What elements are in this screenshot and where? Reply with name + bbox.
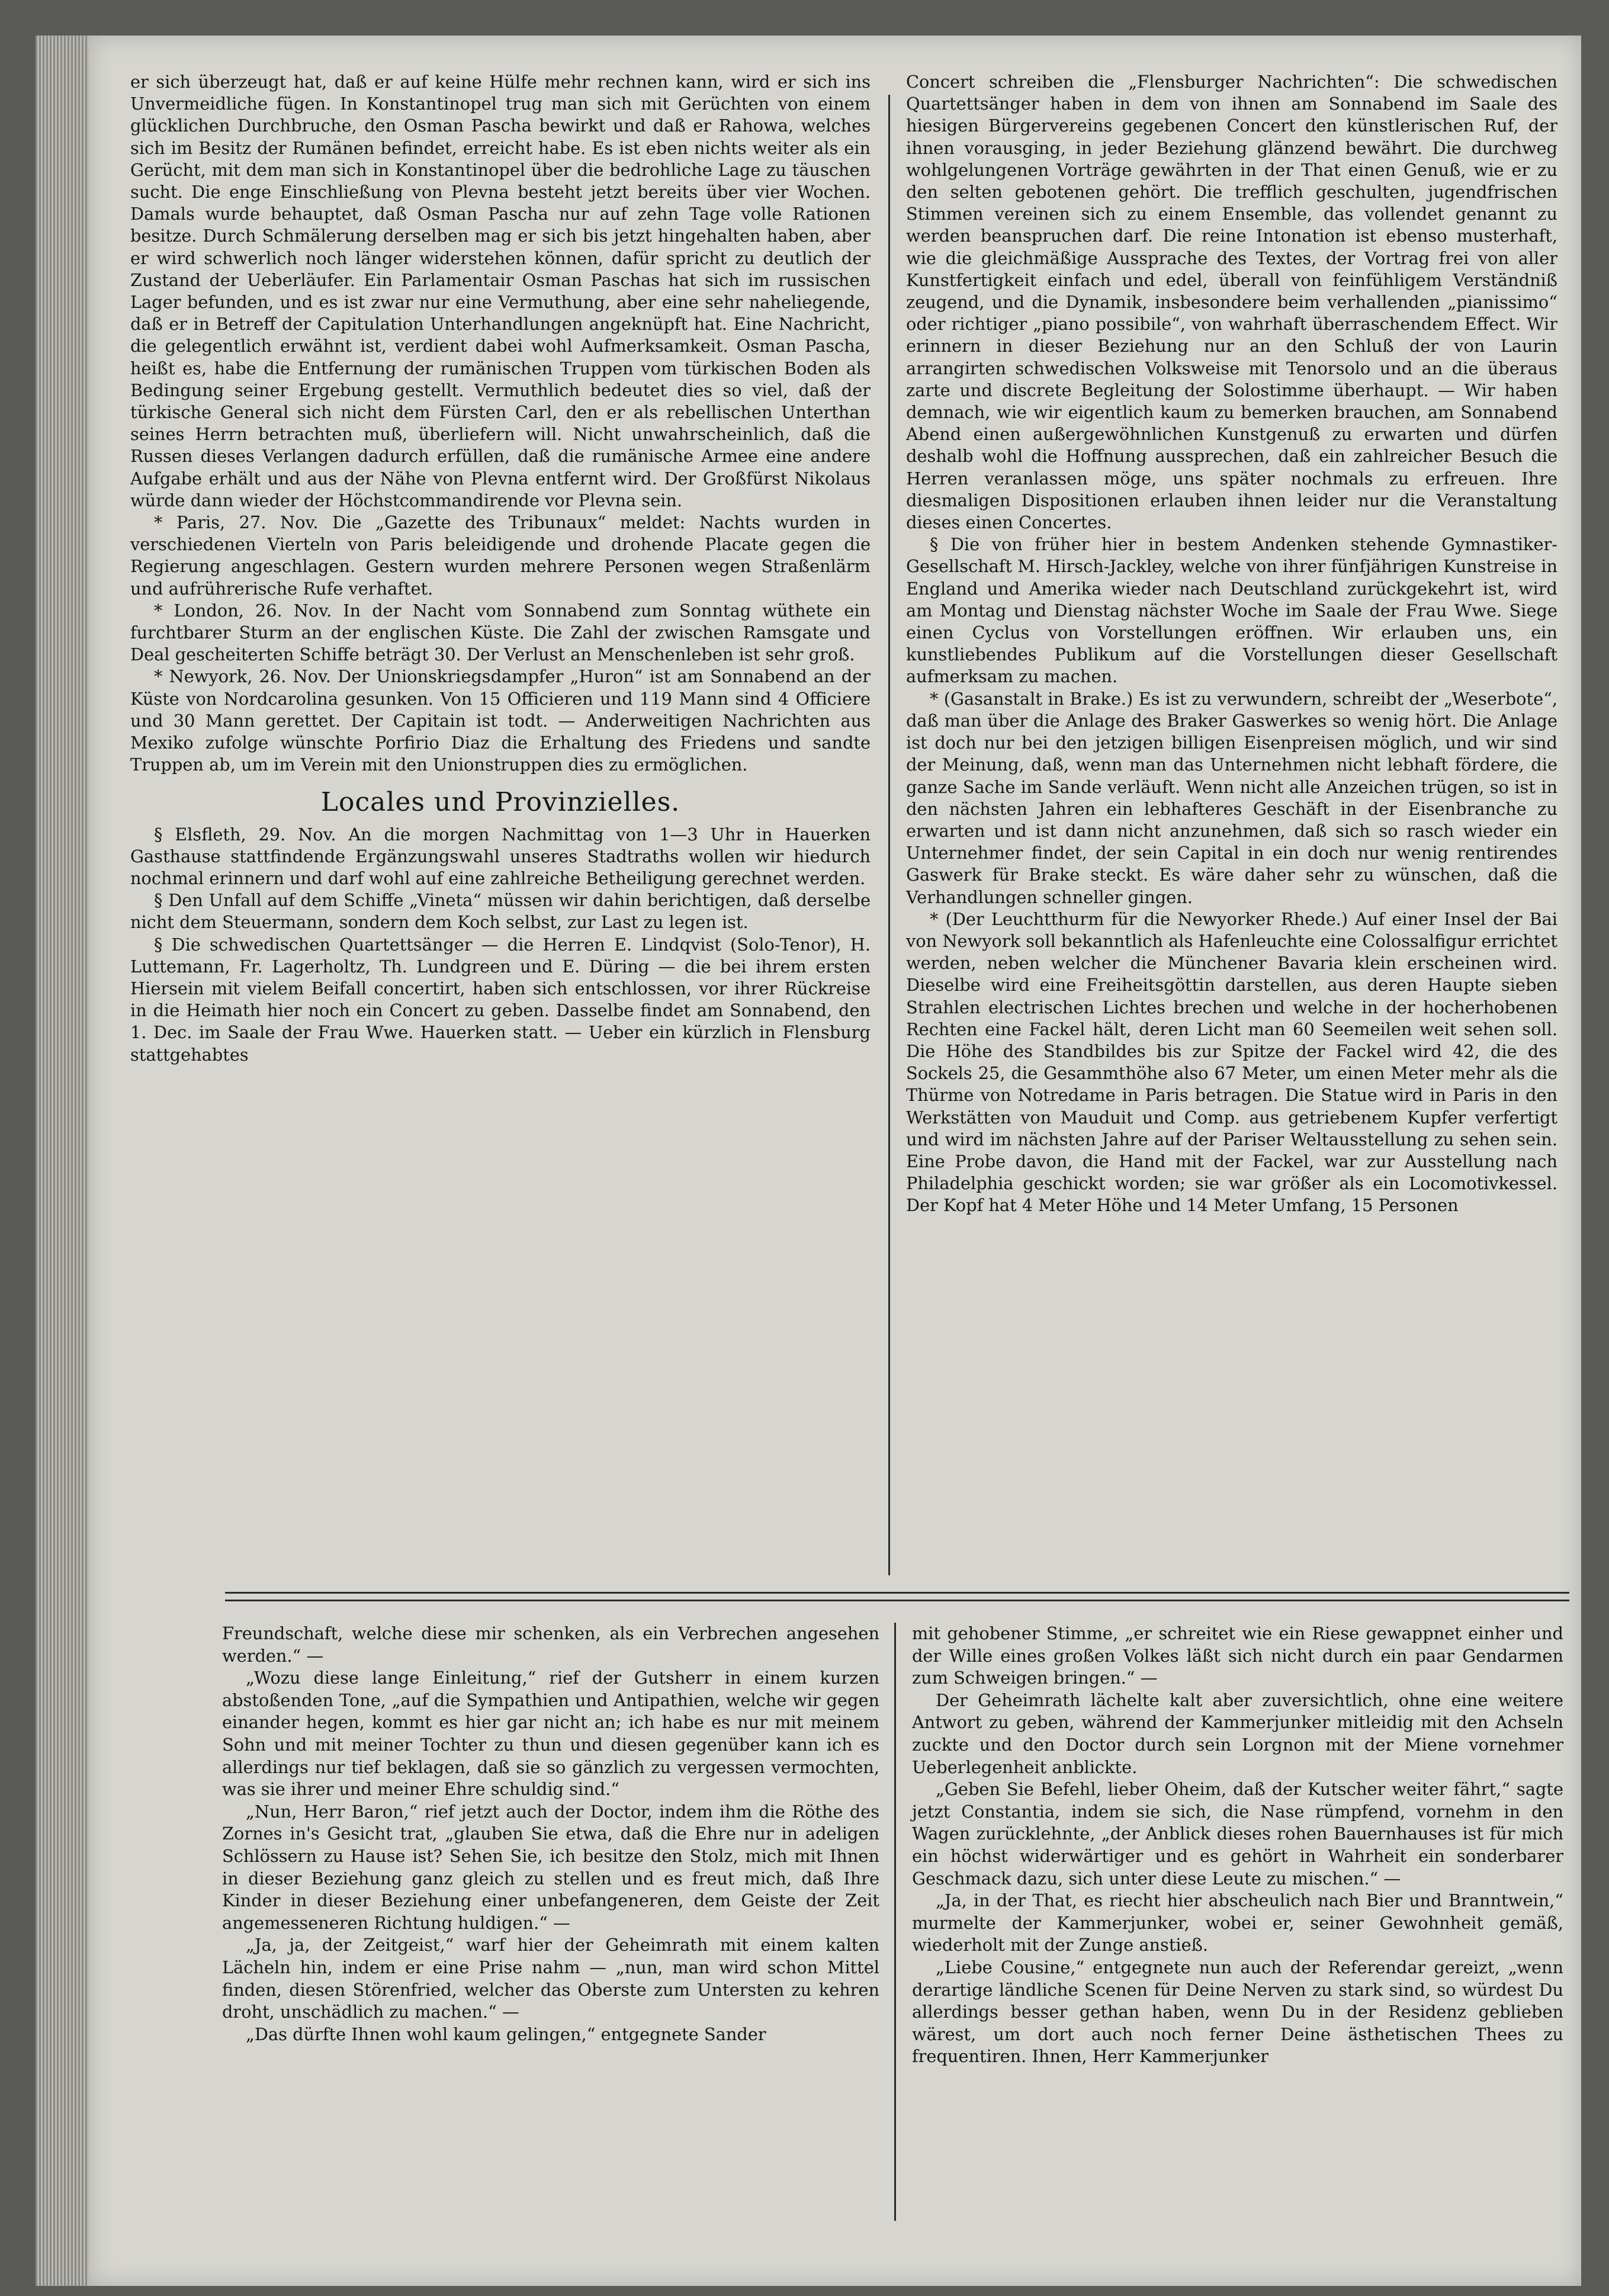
feuilleton-paragraph: „Liebe Cousine,“ entgegnete nun auch der Referendar gereizt, „wenn derartige ländliche Scenen für Deine Nerven zu stark sind, so würdest Du allerdings besser gethan haben, wenn Du in der Residenz geblieben wärest, um dort auch noch ferner Deine ästhetischen Thees zu frequentiren. Ihnen, Herr Kammerjunker — [912, 1957, 1563, 2067]
feuilleton-column-divider — [894, 1623, 896, 2221]
article-paris: * Paris, 27. Nov. Die „Gazette des Tribunaux“ meldet: Nachts wurden in verschiedenen Vierteln von Paris beleidigende und drohende Placate gegen die Regierung angeschlagen. Gestern wurden mehrere Personen wegen Straßenlärm und aufrührerische Rufe verhaftet. — [130, 512, 871, 599]
feuilleton-paragraph: „Ja, in der That, es riecht hier abscheulich nach Bier und Branntwein,“ murmelte der Kammerjunker, wobei er, seiner Gewohnheit gemäß, wiederholt mit der Zunge anstieß. — [912, 1890, 1563, 1955]
section-heading: Locales und Provinzielles. — [320, 786, 680, 817]
right-news-column — [906, 71, 1557, 1217]
feuilleton-divider — [225, 1592, 1569, 1601]
feuilleton-paragraph: „Nun, Herr Baron,“ rief jetzt auch der Doctor, indem ihm die Röthe des Zornes in's Gesicht trat, „glauben Sie etwa, daß die Ehre nur in adeligen Schlössern zu Hause ist? Sehen Sie, ich besitze den Stolz, mich mit Ihnen in dieser Beziehung ganz gleich zu stellen und es freut mich, daß Ihre Kinder in dieser Beziehung einer unbefangeneren, dem Geiste der Zeit angemesseneren Richtung huldigen.“ — — [222, 1801, 879, 1933]
article-gasanstalt: * (Gasanstalt in Brake.) Es ist zu verwundern, schreibt der „Weserbote“, daß man über die Anlage des Braker Gaswerkes so wenig hört. Die Anlage ist doch nur bei den jetzigen billigen Eisenpreisen möglich, und wir sind der Meinung, daß, wenn man das Unternehmen nicht lebhaft fördere, die ganze Sache im Sande verläuft. Wenn nicht alle Anzeichen trügen, so ist in den nächsten Jahren ein lebhafteres Geschäft in der Eisenbranche zu erwarten und ist dann nicht anzunehmen, daß sich so rasch wieder ein Unternehmer findet, der sein Capital in ein doch nur wenig rentirendes Gaswerk für Brake steckt. Es wäre daher sehr zu wünschen, daß die Verhandlungen schneller gingen. — [906, 688, 1557, 907]
feuilleton-paragraph: Der Geheimrath lächelte kalt aber zuversichtlich, ohne eine weitere Antwort zu geben, während der Kammerjunker mitleidig mit den Achseln zuckte und den Doctor durch sein Lorgnon mit der Miene vornehmer Ueberlegenheit anblickte. — [912, 1690, 1563, 1777]
article-elsfleth: § Elsfleth, 29. Nov. An die morgen Nachmittag von 1—3 Uhr in Hauerken Gasthause stattfindende Ergänzungswahl unseres Stadtraths wollen wir hiedurch nochmal erinnern und darf wohl auf eine zahlreiche Betheiligung gerechnet werden. — [130, 824, 871, 888]
column-divider — [888, 95, 890, 1575]
article-quartettsaenger: § Die schwedischen Quartettsänger — die Herren E. Lindqvist (Solo-Tenor), H. Luttemann, Fr. Lagerholtz, Th. Lundgreen und E. Düring — die bei ihrem ersten Hiersein mit vielem Beifall concertirt, haben sich entschlossen, vor ihrer Rückreise in die Heimath hier noch ein Concert zu geben. Dasselbe findet am Sonnabend, den 1. Dec. im Saale der Frau Wwe. Hauerken statt. — Ueber ein kürzlich in Flensburg stattgehabtes — [130, 934, 871, 1065]
left-news-column — [130, 71, 871, 1066]
feuilleton-left-column — [222, 1623, 879, 2045]
article-gymnastiker: § Die von früher hier in bestem Andenken stehende Gymnastiker-Gesellschaft M. Hirsch-Jackley, welche von ihrer fünfjährigen Kunstreise in England und Amerika wieder nach Deutschland zurückgekehrt ist, wird am Montag und Dienstag nächster Woche im Saale der Frau Wwe. Siege einen Cyclus von Vorstellungen eröffnen. Wir erlauben uns, ein kunstliebendes Publikum auf die Vorstellungen dieser Gesellschaft aufmerksam zu machen. — [906, 534, 1557, 687]
article-vineta: § Den Unfall auf dem Schiffe „Vineta“ müssen wir dahin berichtigen, daß derselbe nicht dem Steuermann, sondern dem Koch selbst, zur Last zu legen ist. — [130, 890, 871, 933]
article-osman-pascha: er sich überzeugt hat, daß er auf keine Hülfe mehr rechnen kann, wird er sich ins Unvermeidliche fügen. In Konstantinopel trug man sich mit Gerüchten von einem glücklichen Durchbruche, den Osman Pascha bewirkt und daß er Rahowa, welches sich im Besitz der Rumänen befindet, erreicht habe. Es ist eben nichts weiter als ein Gerücht, mit dem man sich in Konstantinopel über die bedrohliche Lage zu täuschen sucht. Die enge Einschließung von Plevna besteht jetzt bereits über vier Wochen. Damals wurde behauptet, daß Osman Pascha nur auf zehn Tage volle Rationen besitze. Durch Schmälerung derselben mag er sich bis jetzt hingehalten haben, aber er wird schwerlich noch länger widerstehen können, dafür spricht zu deutlich der Zustand der Ueberläufer. Ein Parlamentair Osman Paschas hat sich im russischen Lager befunden, und es ist zwar nur eine Vermuthung, aber eine sehr naheliegende, daß er in Betreff der Capitulation Unterhandlungen angeknüpft hat. Eine Nachricht, die gelegentlich erwähnt ist, verdient dabei wohl Aufmerksamkeit. Osman Pascha, heißt es, habe die Entfernung der rumänischen Truppen vom türkischen Boden als Bedingung seiner Ergebung gestellt. Vermuthlich bedeutet dies so viel, daß der türkische General sich nicht dem Fürsten Carl, den er als rebellischen Unterthan seines Herrn betrachten muß, überliefern will. Nicht unwahrscheinlich, daß die Russen dieses Verlangen dadurch erfüllen, daß die rumänische Armee eine andere Aufgabe erhält und aus der Nähe von Plevna entfernt wird. Der Großfürst Nikolaus würde dann wieder der Höchstcommandirende vor Plevna sein. — [130, 72, 871, 510]
feuilleton-paragraph: Freundschaft, welche diese mir schenken, als ein Verbrechen angesehen werden.“ — — [222, 1623, 879, 1666]
feuilleton-right-column — [912, 1623, 1563, 2068]
feuilleton-paragraph: „Wozu diese lange Einleitung,“ rief der Gutsherr in einem kurzen abstoßenden Tone, „auf die Sympathien und Antipathien, welche wir gegen einander hegen, kommt es hier gar nicht an; ich habe es nur mit meinem Sohn und mit meiner Tochter zu thun und diesen gegenüber kann ich es allerdings nur tief beklagen, daß sie so gänzlich zu vergessen vermochten, was sie ihrer und meiner Ehre schuldig sind.“ — [222, 1668, 879, 1800]
page-edge — [36, 36, 89, 2286]
article-london: * London, 26. Nov. In der Nacht vom Sonnabend zum Sonntag wüthete ein furchtbarer Sturm an der englischen Küste. Die Zahl der zwischen Ramsgate und Deal gescheiterten Schiffe beträgt 30. Der Verlust an Menschenleben ist sehr groß. — [130, 600, 871, 665]
feuilleton-paragraph: mit gehobener Stimme, „er schreitet wie ein Riese gewappnet einher und der Wille eines großen Volkes läßt sich nicht durch ein paar Gendarmen zum Schweigen bringen.“ — — [912, 1623, 1563, 1688]
article-newyork: * Newyork, 26. Nov. Der Unionskriegsdampfer „Huron“ ist am Sonnabend an der Küste von Nordcarolina gesunken. Von 15 Officieren und 119 Mann sind 4 Officiere und 30 Mann gerettet. Der Capitain ist todt. — Anderweitigen Nachrichten aus Mexiko zufolge wünschte Porfirio Diaz die Erhaltung des Friedens und sandte Truppen ab, um im Verein mit den Unionstruppen dies zu ermöglichen. — [130, 666, 871, 775]
article-leuchtthurm: * (Der Leuchtthurm für die Newyorker Rhede.) Auf einer Insel der Bai von Newyork soll bekanntlich als Hafenleuchte eine Colossalfigur errichtet werden, neben welcher die Münchener Bavaria klein erscheinen wird. Dieselbe wird eine Freiheitsgöttin darstellen, aus deren Haupte sieben Strahlen electrischen Lichtes brechen und welche in der hocherhobenen Rechten eine Fackel hält, deren Licht man 60 Seemeilen weit sehen soll. Die Höhe des Standbildes bis zur Spitze der Fackel wird 42, die des Sockels 25, die Gesammthöhe also 67 Meter, um einen Meter mehr als die Thürme von Notredame in Paris betragen. Die Statue wird in Paris in den Werkstätten von Mauduit und Comp. aus getriebenem Kupfer verfertigt und wird im nächsten Jahre auf der Pariser Weltausstellung zu sehen sein. Eine Probe davon, die Hand mit der Fackel, war zur Ausstellung nach Philadelphia geschickt worden; sie war größer als ein Locomotivkessel. Der Kopf hat 4 Meter Höhe und 14 Meter Umfang, 15 Personen — [906, 908, 1557, 1216]
feuilleton-paragraph: „Ja, ja, der Zeitgeist,“ warf hier der Geheimrath mit einem kalten Lächeln hin, indem er eine Prise nahm — „nun, man wird schon Mittel finden, diesen Störenfried, welcher das Oberste zum Untersten zu kehren droht, unschädlich zu machen.“ — — [222, 1935, 879, 2022]
article-concert-review: Concert schreiben die „Flensburger Nachrichten“: Die schwedischen Quartettsänger haben in dem von ihnen am Sonnabend im Saale des hiesigen Bürgervereins gegebenen Concert den künstlerischen Ruf, der ihnen vorausging, in jeder Beziehung glänzend bewährt. Die durchweg wohlgelungenen Vorträge gewährten in der That einen Genuß, wie er zu den selten gebotenen gehört. Die trefflich geschulten, jugendfrischen Stimmen vereinen sich zu einem Ensemble, das vollendet genannt zu werden beanspruchen darf. Die reine Intonation ist ebenso musterhaft, wie die gleichmäßige Aussprache des Textes, der Vortrag frei von aller Kunstfertigkeit einfach und edel, überall von feinfühligem Verständniß zeugend, und die Dynamik, insbesondere beim verhallenden „pianissimo“ oder richtiger „piano possibile“, von wahrhaft überraschendem Effect. Wir erinnern in dieser Beziehung nur an den Schluß der von Laurin arrangirten schwedischen Volksweise mit Tenorsolo und an die überaus zarte und discrete Begleitung der Solostimme überhaupt. — Wir haben demnach, wie wir eigentlich kaum zu bemerken brauchen, am Sonnabend Abend einen außergewöhnlichen Kunstgenuß zu erwarten und dürfen deshalb wohl die Hoffnung aussprechen, daß ein zahlreicher Besuch die Herren veranlassen möge, uns später nochmals zu erfreuen. Ihre diesmaligen Dispositionen erlauben ihnen leider nur die Veranstaltung dieses einen Concertes. — [906, 72, 1557, 533]
feuilleton-paragraph: „Geben Sie Befehl, lieber Oheim, daß der Kutscher weiter fährt,“ sagte jetzt Constantia, indem sie sich, die Nase rümpfend, vornehm in den Wagen zurücklehnte, „der Anblick dieses rohen Bauernhauses ist für mich ein höchst widerwärtiger und es gehört in Wahrheit ein sonderbarer Geschmack dazu, sich unter diese Leute zu mischen.“ — — [912, 1779, 1563, 1889]
feuilleton-paragraph: „Das dürfte Ihnen wohl kaum gelingen,“ entgegnete Sander — [246, 2024, 766, 2044]
